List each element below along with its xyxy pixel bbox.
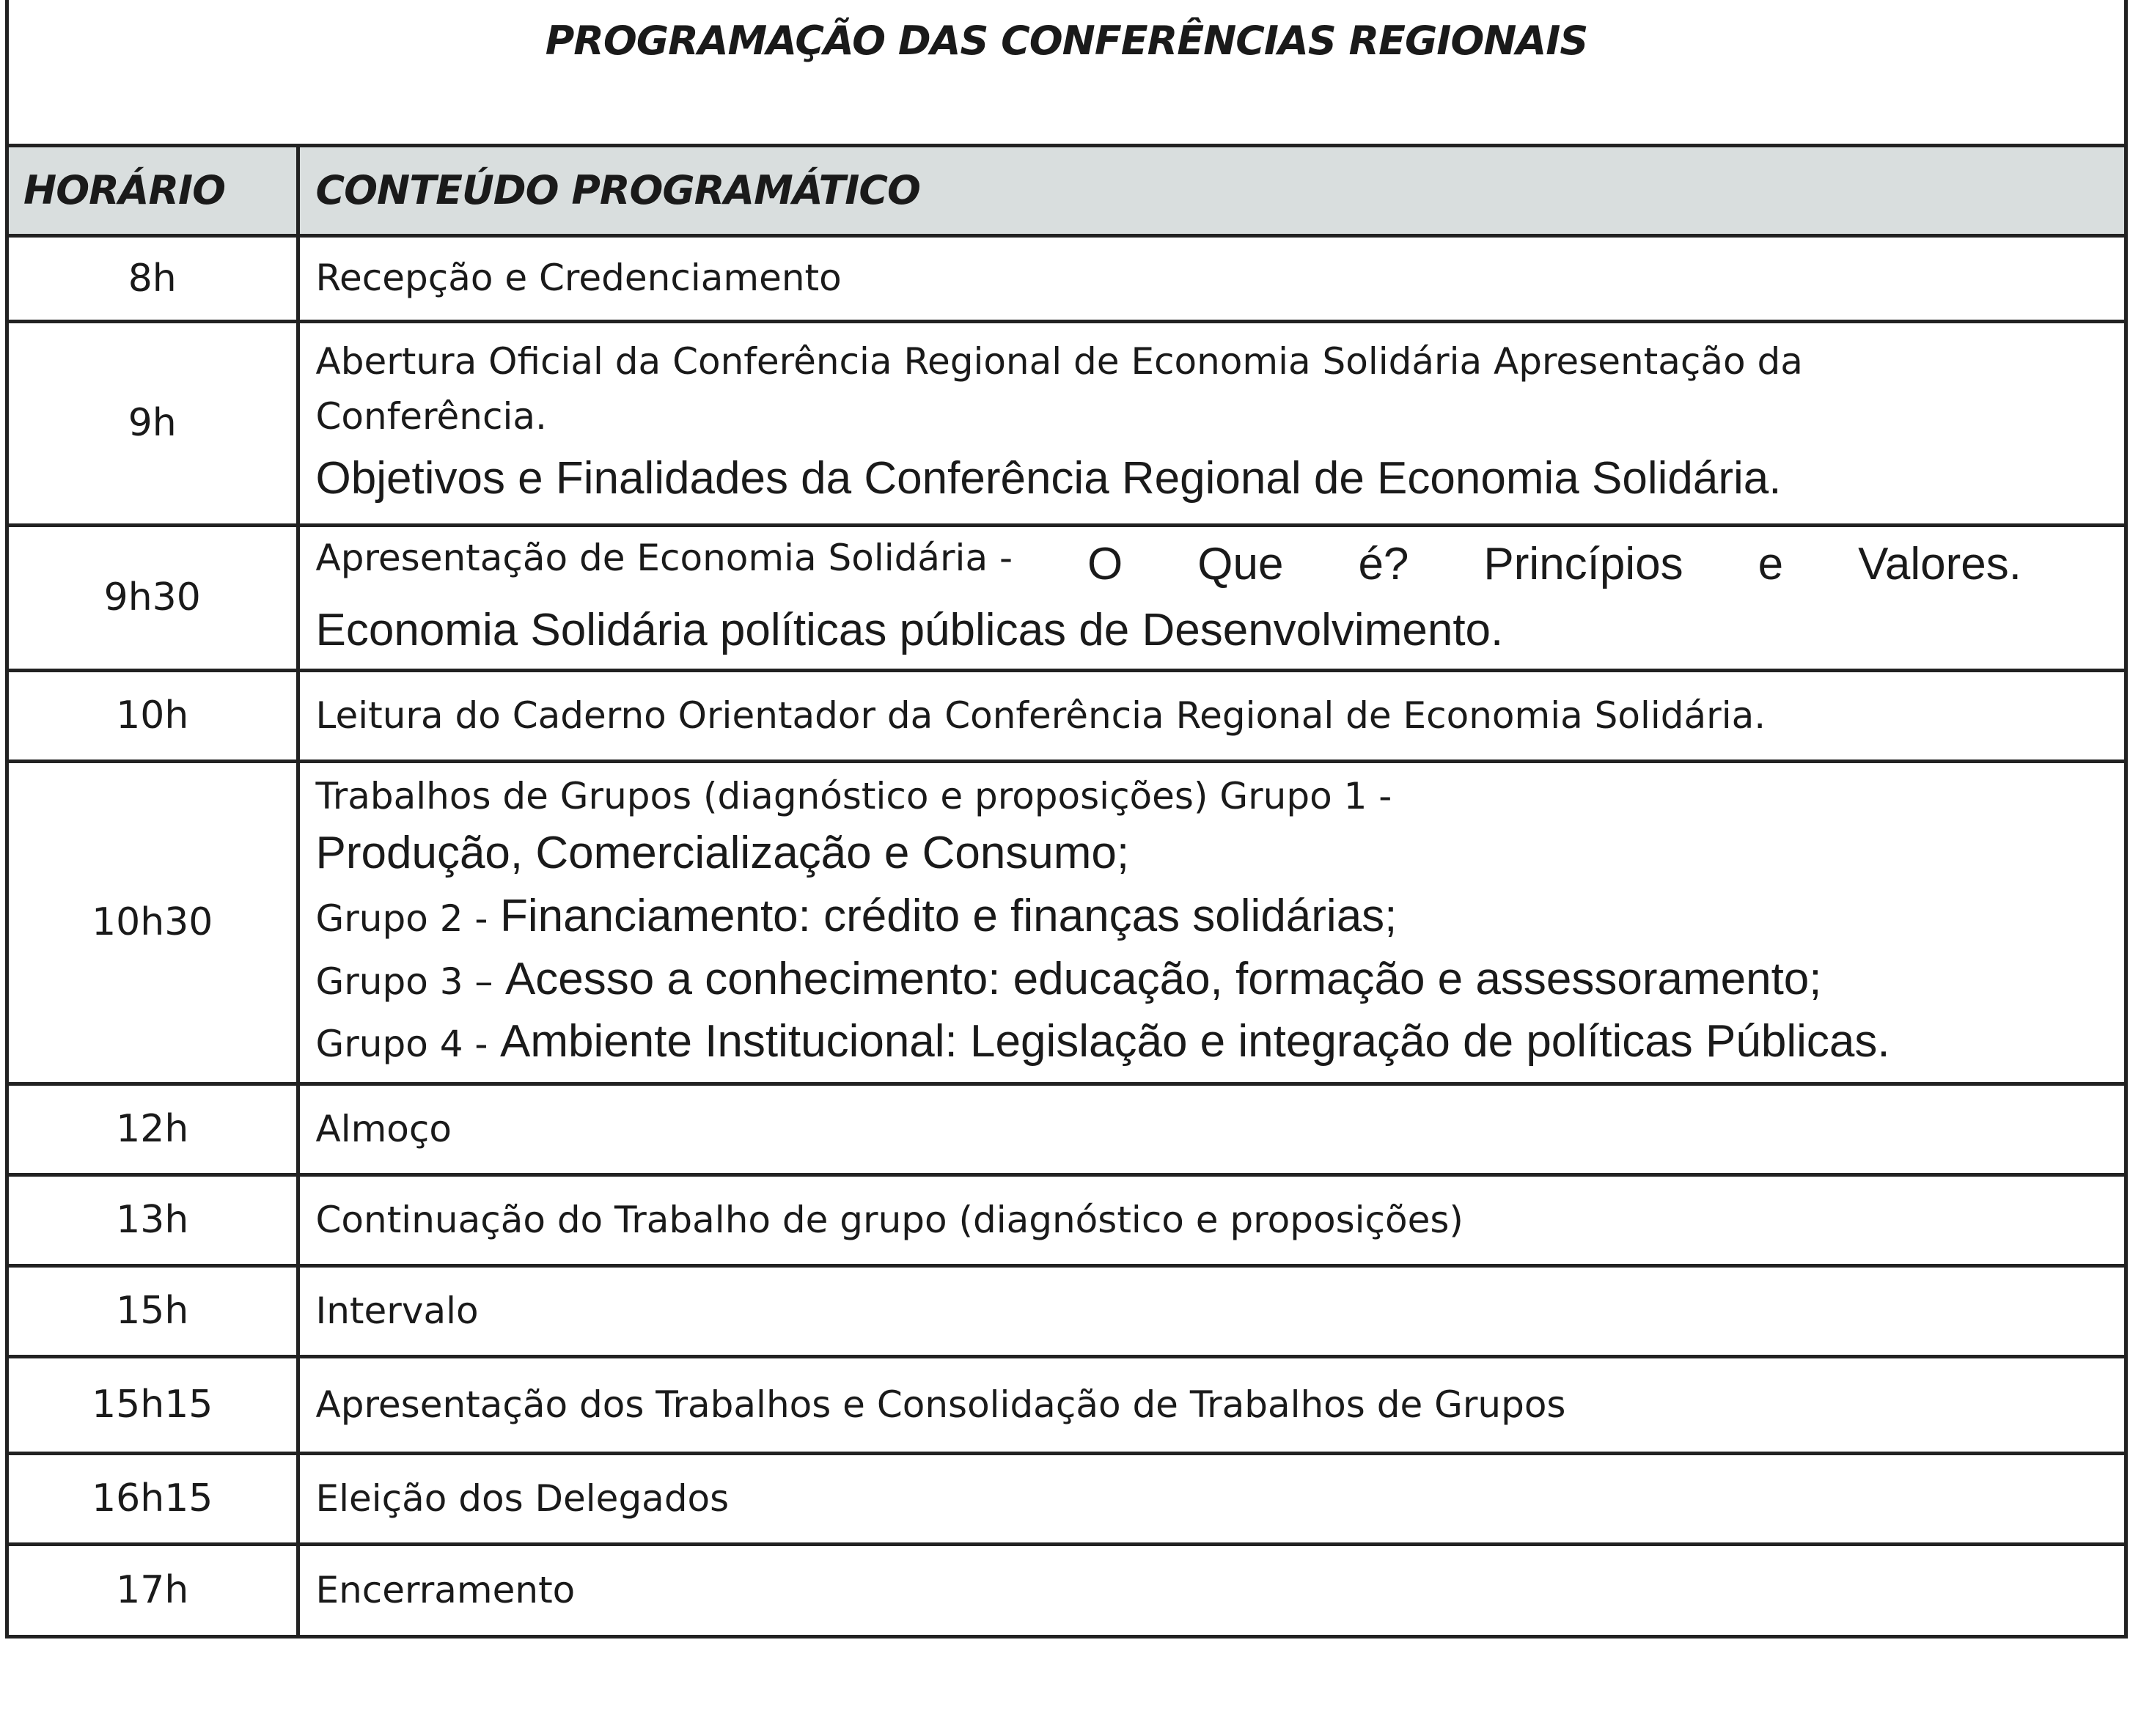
row-time: 17h bbox=[9, 1544, 298, 1635]
row-time: 15h bbox=[9, 1265, 298, 1356]
row-content: Economia Solidária políticas públicas de Desenvolvimento. bbox=[315, 605, 1504, 655]
table-row bbox=[9, 1265, 2124, 1356]
row-content: Leitura do Caderno Orientador da Conferência Regional de Economia Solidária. bbox=[315, 694, 1766, 737]
table-row bbox=[9, 525, 2124, 670]
row-content: Conferência. bbox=[315, 394, 547, 438]
row-content: Produção, Comercialização e Consumo; bbox=[315, 828, 1130, 879]
table-row bbox=[9, 1356, 2124, 1453]
table-header-row bbox=[9, 147, 2124, 235]
row-content: Encerramento bbox=[315, 1569, 576, 1611]
row-content: Apresentação de Economia Solidária - O Que é? Princípios e Valores. bbox=[315, 537, 2021, 590]
table-row bbox=[9, 235, 2124, 321]
row-time: 13h bbox=[9, 1174, 298, 1265]
row-content: Continuação do Trabalho de grupo (diagnóstico e proposições) bbox=[315, 1198, 1464, 1241]
row-time: 9h bbox=[9, 321, 298, 525]
row-content: Grupo 3 – Acesso a conhecimento: educação, formação e assessoramento; bbox=[315, 953, 1822, 1004]
table-row bbox=[9, 670, 2124, 761]
table-row bbox=[9, 1084, 2124, 1174]
row-content: Intervalo bbox=[315, 1289, 479, 1332]
table-row bbox=[9, 1453, 2124, 1544]
row-content: Objetivos e Finalidades da Conferência Regional de Economia Solidária. bbox=[315, 452, 1782, 504]
document-title: PROGRAMAÇÃO DAS CONFERÊNCIAS REGIONAIS bbox=[9, 0, 2124, 147]
row-time: 8h bbox=[9, 235, 298, 321]
row-content: Abertura Oficial da Conferência Regional de Economia Solidária Apresentação da bbox=[315, 339, 1803, 383]
row-content: Trabalhos de Grupos (diagnóstico e proposições) Grupo 1 - bbox=[315, 775, 1392, 818]
table-row bbox=[9, 761, 2124, 1084]
table-row bbox=[9, 321, 2124, 525]
schedule-table bbox=[9, 147, 2124, 1635]
row-content: Almoço bbox=[315, 1107, 452, 1150]
row-content: Apresentação dos Trabalhos e Consolidação de Trabalhos de Grupos bbox=[315, 1383, 1566, 1426]
row-time: 12h bbox=[9, 1084, 298, 1174]
table-row bbox=[9, 1544, 2124, 1635]
header-content: CONTEÚDO PROGRAMÁTICO bbox=[298, 147, 2124, 235]
row-time: 15h15 bbox=[9, 1356, 298, 1453]
row-time: 10h bbox=[9, 670, 298, 761]
row-time: 16h15 bbox=[9, 1453, 298, 1544]
schedule-document bbox=[5, 0, 2128, 1638]
row-time: 10h30 bbox=[9, 761, 298, 1084]
row-content: Eleição dos Delegados bbox=[315, 1476, 730, 1520]
row-content: Grupo 2 - Financiamento: crédito e finanças solidárias; bbox=[315, 890, 1398, 941]
row-time: 9h30 bbox=[9, 525, 298, 670]
row-content: Recepção e Credenciamento bbox=[315, 257, 842, 300]
table-row bbox=[9, 1174, 2124, 1265]
row-content: Grupo 4 - Ambiente Institucional: Legislação e integração de políticas Públicas. bbox=[315, 1016, 1890, 1067]
header-time: HORÁRIO bbox=[9, 147, 298, 235]
